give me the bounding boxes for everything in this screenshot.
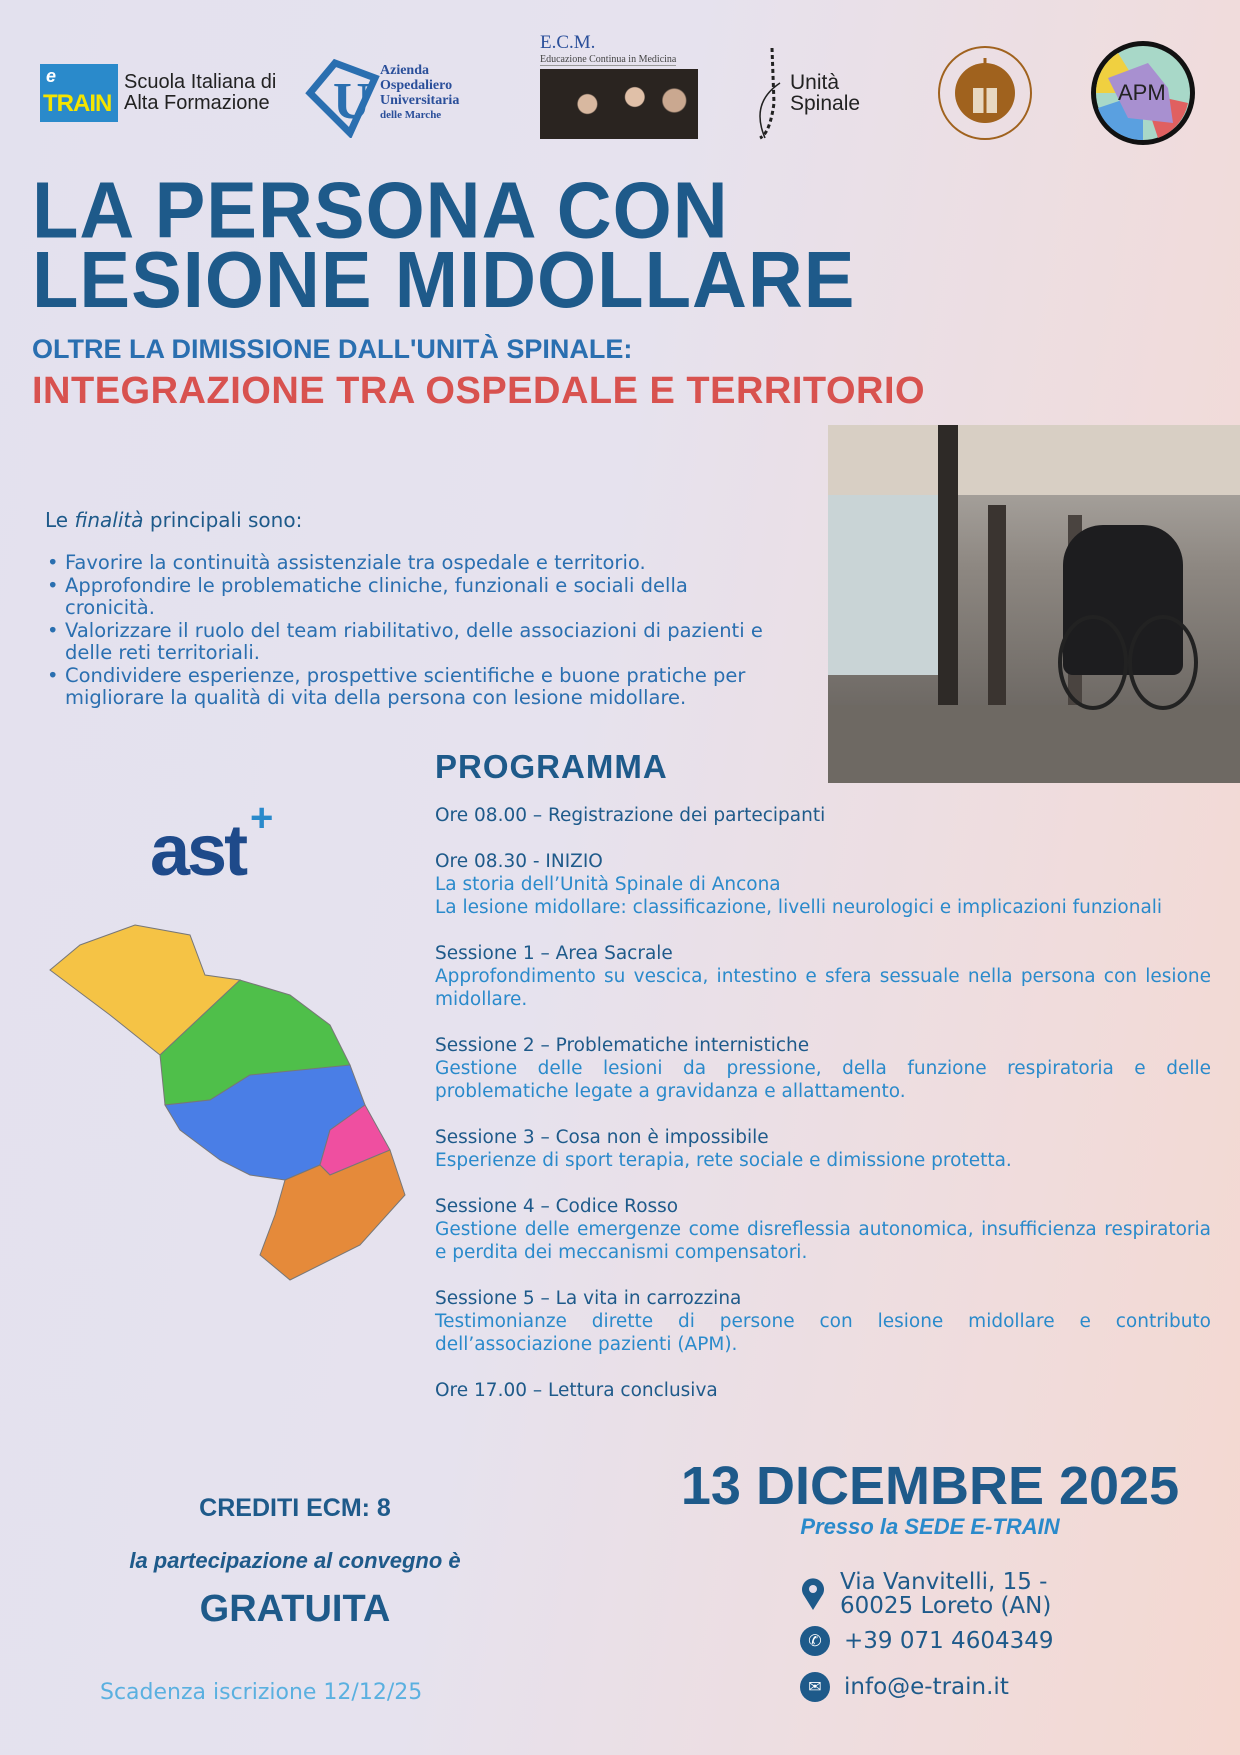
goals-list <box>45 552 845 710</box>
event-venue: Presso la SEDE E-TRAIN <box>800 1514 1060 1539</box>
program-item <box>435 1379 1211 1402</box>
program-item-description: Testimonianze dirette di persone con lesione midollare e contributo dell’associazione pazienti (APM). <box>435 1311 1211 1355</box>
azienda-line: Azienda <box>380 62 429 78</box>
svg-text:APM: APM <box>1118 79 1166 105</box>
program-item-title: Ore 08.00 – Registrazione dei partecipanti <box>435 805 826 826</box>
apm-emblem-icon <box>1088 38 1198 148</box>
page-title <box>32 166 856 325</box>
unita-spinale-logo <box>750 40 860 145</box>
goal-item: • Approfondire le problematiche cliniche, funzionali e sociali della cronicità. <box>45 575 765 620</box>
program-item-description: Approfondimento su vescica, intestino e sfera sessuale nella persona con lesione midollare. <box>435 966 1211 1010</box>
goal-item: • Valorizzare il ruolo del team riabilitativo, delle associazioni di pazienti e delle reti territoriali. <box>45 620 765 665</box>
ordine-medici-logo <box>935 40 1035 145</box>
address-line1: Via Vanvitelli, 15 - <box>840 1569 1048 1595</box>
ast-logo: ast + <box>150 796 271 891</box>
program-item <box>435 1287 1211 1356</box>
goal-item: • Favorire la continuità assistenziale tra ospedale e territorio. <box>45 552 845 575</box>
program-item <box>435 1034 1211 1103</box>
subtitle-highlight: INTEGRAZIONE TRA OSPEDALE E TERRITORIO <box>32 370 926 412</box>
program-item <box>435 942 1211 1011</box>
mail-icon: ✉ <box>800 1672 830 1702</box>
goal-item: • Condividere esperienze, prospettive scientifiche e buone pratiche per migliorare la qualità di vita della persona con lesione midollare. <box>45 665 845 710</box>
email[interactable] <box>800 1672 1009 1702</box>
intro-emphasis: finalità <box>74 508 144 532</box>
apm-logo <box>1088 40 1198 145</box>
program-item-description: La storia dell’Unità Spinale di Ancona La lesione midollare: classificazione, livelli neurologici e implicazioni funzionali <box>435 874 1163 918</box>
address-line2: 60025 Loreto (AN) <box>840 1593 1052 1619</box>
ecm-subtitle: Educazione Continua in Medicina <box>540 54 677 65</box>
etrain-line2: Alta Formazione <box>124 91 270 114</box>
program-item-title: Ore 08.30 - INIZIO <box>435 851 603 872</box>
ecm-painting <box>540 69 698 139</box>
program-item <box>435 1195 1211 1264</box>
program-item-title: Sessione 2 – Problematiche internistiche <box>435 1035 810 1056</box>
ordine-seal-icon <box>935 43 1035 143</box>
azienda-line: Universitaria <box>380 92 460 108</box>
title-line2: LESIONE MIDOLLARE <box>32 235 856 325</box>
program-item-title: Sessione 4 – Codice Rosso <box>435 1196 679 1217</box>
program-list <box>435 804 1211 1425</box>
ast-plus-icon: + <box>250 796 271 840</box>
program-item-title: Sessione 5 – La vita in carrozzina <box>435 1288 742 1309</box>
program-item <box>435 1126 1211 1172</box>
etrain-line1: Scuola Italiana di <box>124 70 277 93</box>
wheelchair-photo <box>828 425 1240 783</box>
svg-text:U: U <box>333 72 371 130</box>
title-line1: LA PERSONA CON <box>32 166 729 256</box>
free-badge: GRATUITA <box>199 1588 391 1630</box>
ecm-title: E.C.M. <box>540 32 596 53</box>
address <box>800 1570 1051 1618</box>
phone-number[interactable]: +39 071 4604349 <box>844 1628 1054 1654</box>
program-item-title: Sessione 3 – Cosa non è impossibile <box>435 1127 769 1148</box>
azienda-emblem-icon <box>305 48 380 138</box>
program-heading: PROGRAMMA <box>435 748 668 785</box>
program-item <box>435 804 1211 827</box>
spine-icon <box>750 43 790 143</box>
unita-line2: Spinale <box>790 91 861 115</box>
ecm-logo <box>540 32 698 142</box>
participation-text: la partecipazione al convegno è <box>129 1548 461 1573</box>
program-item-title: Sessione 1 – Area Sacrale <box>435 943 673 964</box>
location-pin-icon <box>800 1577 826 1611</box>
azienda-line: delle Marche <box>380 108 442 121</box>
etrain-mark: TRAIN <box>43 89 112 117</box>
program-item <box>435 850 1211 919</box>
registration-deadline: Scadenza iscrizione 12/12/25 <box>100 1680 423 1705</box>
ecm-credits: CREDITI ECM: 8 <box>199 1494 391 1522</box>
unita-line1: Unità <box>790 70 840 94</box>
event-date: 13 DICEMBRE 2025 <box>680 1456 1180 1516</box>
program-item-description: Gestione delle emergenze come disreflessia autonomica, insufficienza respiratoria e perdita dei meccanismi compensatori. <box>435 1219 1211 1263</box>
azienda-logo <box>305 40 459 145</box>
etrain-logo <box>40 40 276 145</box>
phone-icon: ✆ <box>800 1626 830 1656</box>
email-address[interactable]: info@e-train.it <box>844 1674 1009 1700</box>
program-item-description: Esperienze di sport terapia, rete sociale e dimissione protetta. <box>435 1150 1012 1171</box>
etrain-e: e <box>46 65 57 86</box>
goals-intro: Le finalità principali sono: <box>45 508 303 532</box>
subtitle: OLTRE LA DIMISSIONE DALL'UNITÀ SPINALE: <box>32 334 633 364</box>
phone[interactable] <box>800 1626 1054 1656</box>
marche-region-map <box>30 915 410 1295</box>
azienda-line: Ospedaliero <box>380 77 453 93</box>
program-item-title: Ore 17.00 – Lettura conclusiva <box>435 1380 718 1401</box>
program-item-description: Gestione delle lesioni da pressione, della funzione respiratoria e delle problematiche legate a gravidanza e allattamento. <box>435 1058 1211 1102</box>
